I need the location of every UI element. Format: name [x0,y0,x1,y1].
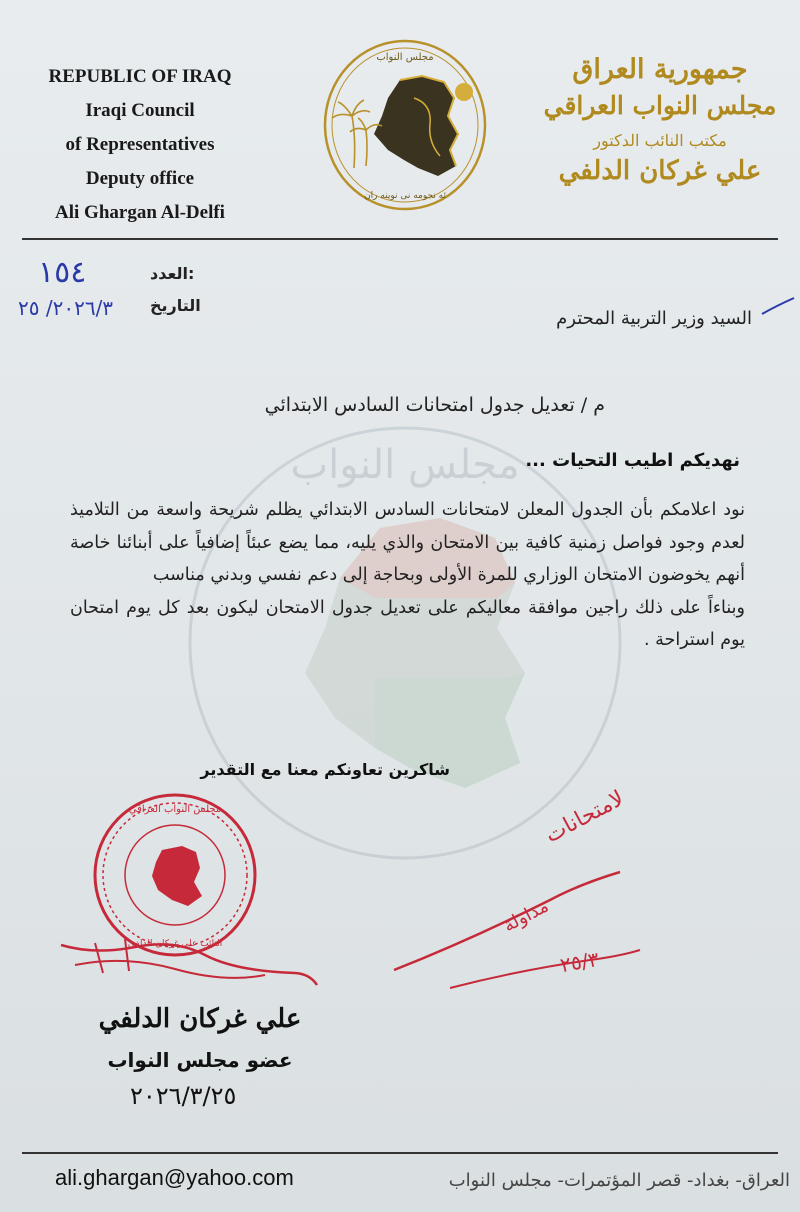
footer-address: العراق- بغداد- قصر المؤتمرات- مجلس النواب [448,1170,790,1191]
closing-line: شاكرين تعاونكم معنا مع التقدير [200,760,450,779]
date-label: التاريخ [150,296,201,315]
body-paragraph-2: وبناءاً على ذلك راجين موافقة معاليكم على تعديل جدول الامتحان ليكون بعد كل يوم امتحان يوم استراحة . [70,597,745,650]
letter-body [70,494,745,657]
footer-email-link[interactable]: ali.ghargan@yahoo.com [55,1165,294,1190]
header-ar-name: علي غركان الدلفي [558,156,762,186]
date-value: ٢٠٢٦/٣/ ٢٥ [18,296,114,320]
handwritten-date: ٢٥/٣ [558,946,601,978]
stamp-outer-text: مجلس النواب العراقي [128,804,222,815]
header-line-council2: of Representatives [65,134,215,155]
header-ar-office: مكتب النائب الدكتور [593,131,727,150]
header-line-council: Iraqi Council [85,100,195,121]
pen-stroke-mark [760,296,796,316]
greeting-line: نهديكم اطيب التحيات ... [525,450,740,471]
header-arabic-block [540,52,780,188]
body-paragraph-1: نود اعلامكم بأن الجدول المعلن لامتحانات السادس الابتدائي يظلم شريحة واسعة من التلاميذ لعدم وجود فواصل زمنية كافية بين الامتحان والذي يليه، مما يضع عبئاً إضافياً على أبنائنا خاصة أنهم يخوضون الامتحان الوزاري للمرة الأولى وبحاجة إلى دعم نفسي وبدني مناسب [70,500,745,585]
addressee: السيد وزير التربية المحترم [556,308,752,329]
signer-name: علي غركان الدلفي [98,1004,302,1034]
header-ar-council: مجلس النواب العراقي [543,91,777,120]
watermark-text: مجلس النواب [290,442,520,488]
footer-divider [22,1152,778,1154]
handwritten-note-exams: لامتحانات [541,786,629,849]
number-label: العدد: [150,264,195,283]
header-line-office: Deputy office [85,168,195,189]
handwritten-note-deliberation: مداولة [500,895,553,937]
subject-line: م / تعديل جدول امتحانات السادس الابتدائي [264,394,605,416]
header-ar-country: جمهورية العراق [572,54,748,85]
stamp-inner-text: النائب علي غركان الدلفي [127,939,223,949]
emblem-top-text: مجلس النواب [376,52,434,63]
council-emblem-logo [322,38,488,212]
handwritten-signature-left [55,925,325,1005]
signer-title: عضو مجلس النواب [107,1048,293,1072]
number-value: ١٥٤ [38,255,87,290]
signer-date: ٢٠٢٦/٣/٢٥ [130,1082,237,1110]
emblem-bottom-text: ئه نجومه نى نوينه ران [363,191,447,201]
header-line-country: REPUBLIC OF IRAQ [48,66,232,87]
header-divider [22,238,778,240]
header-line-name: Ali Ghargan Al-Delfi [55,202,225,223]
header-english-block [10,60,270,230]
